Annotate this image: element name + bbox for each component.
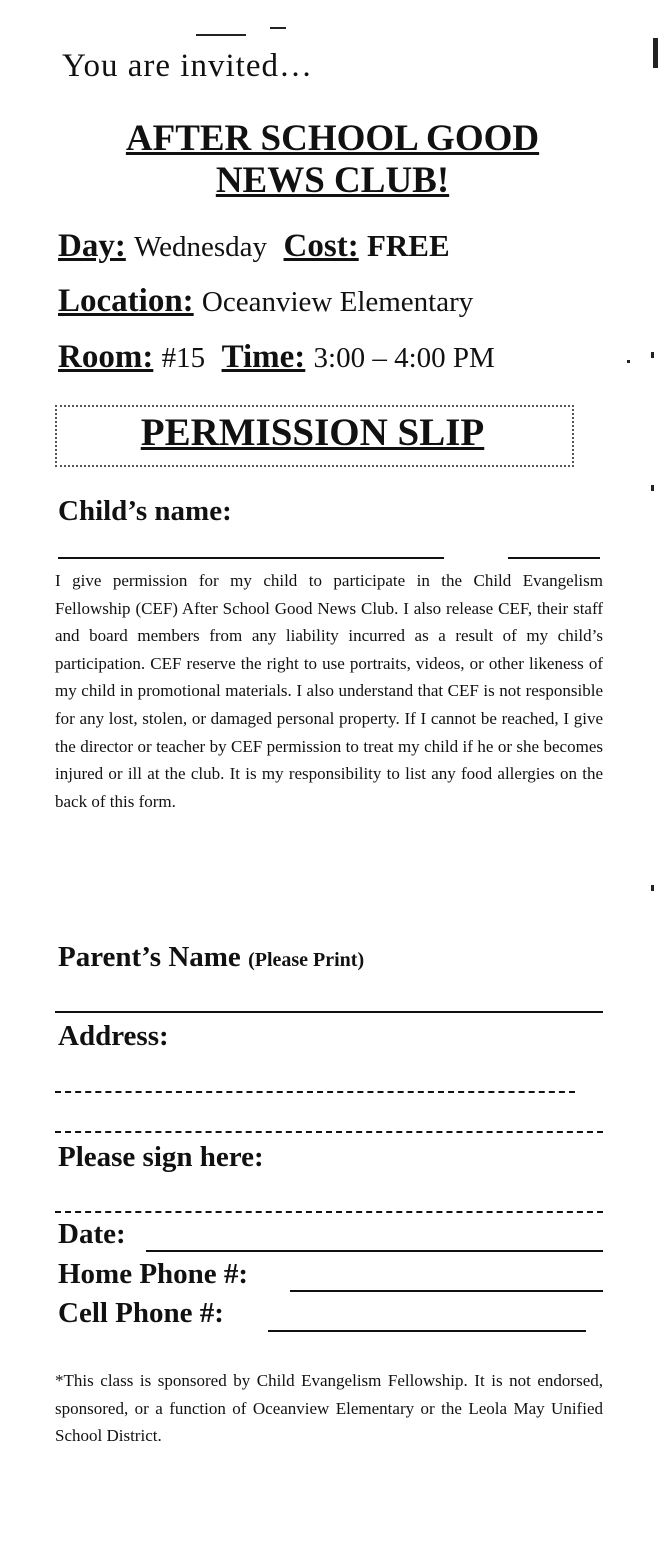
child-name-label: Child’s name:	[58, 495, 232, 527]
cost-value: FREE	[366, 228, 450, 263]
home-phone-label: Home Phone #:	[58, 1258, 249, 1290]
child-name-line-ext[interactable]	[508, 557, 600, 559]
cost-label: Cost:	[283, 228, 359, 264]
location-value: Oceanview Elementary	[201, 286, 474, 318]
parent-name-hint: (Please Print)	[248, 949, 365, 971]
scan-mark	[196, 34, 246, 36]
parent-name-label: Parent’s Name	[58, 941, 241, 973]
parent-name-row	[58, 941, 364, 974]
home-phone-line[interactable]	[290, 1290, 603, 1292]
scan-mark	[270, 27, 286, 29]
permission-slip-title: PERMISSION SLIP	[140, 411, 485, 454]
day-value: Wednesday	[134, 231, 268, 263]
child-name-line[interactable]	[58, 557, 444, 559]
scan-mark	[651, 352, 654, 358]
parent-name-line[interactable]	[55, 1011, 603, 1013]
time-value: 3:00 – 4:00 PM	[313, 342, 495, 374]
time-label: Time:	[221, 339, 306, 375]
signature-label: Please sign here:	[58, 1141, 264, 1173]
club-title-line-2: NEWS CLUB!	[215, 160, 450, 201]
invitation-intro: You are invited…	[62, 48, 313, 84]
room-value: #15	[161, 342, 206, 374]
address-label: Address:	[58, 1020, 169, 1052]
club-title-line-1: AFTER SCHOOL GOOD	[125, 118, 540, 159]
date-line[interactable]	[146, 1250, 603, 1252]
room-time-row	[58, 339, 495, 376]
consent-text: I give permission for my child to participate in the Child Evangelism Fellowship (CEF) After School Good News Club. I also release CEF, their staff and board members from any liability incurred as a result of my child’s participation. CEF reserve the right to use portraits, videos, or other likeness of my child in promotional materials. I also understand that CEF is not responsible for any lost, stolen, or damaged personal property. If I cannot be reached, I give the director or teacher by CEF permission to treat my child if he or she becomes injured or ill at the club. It is my responsibility to list any food allergies on the back of this form.	[55, 571, 603, 811]
address-line-1[interactable]	[55, 1091, 575, 1093]
location-label: Location:	[58, 283, 194, 319]
scan-mark	[651, 485, 654, 491]
sponsor-disclaimer: *This class is sponsored by Child Evangelism Fellowship. It is not endorsed, sponsored, or a function of Oceanview Elementary or the Leola May Unified School District.	[55, 1371, 603, 1445]
date-label: Date:	[58, 1218, 126, 1250]
scan-mark	[627, 360, 630, 363]
day-label: Day:	[58, 228, 126, 264]
scan-mark	[653, 38, 658, 68]
location-row	[58, 283, 473, 320]
address-line-2[interactable]	[55, 1131, 603, 1133]
day-cost-row	[58, 228, 450, 265]
cell-phone-label: Cell Phone #:	[58, 1297, 224, 1329]
scan-mark	[651, 885, 654, 891]
room-label: Room:	[58, 339, 154, 375]
signature-line[interactable]	[55, 1211, 603, 1213]
cell-phone-line[interactable]	[268, 1330, 586, 1332]
